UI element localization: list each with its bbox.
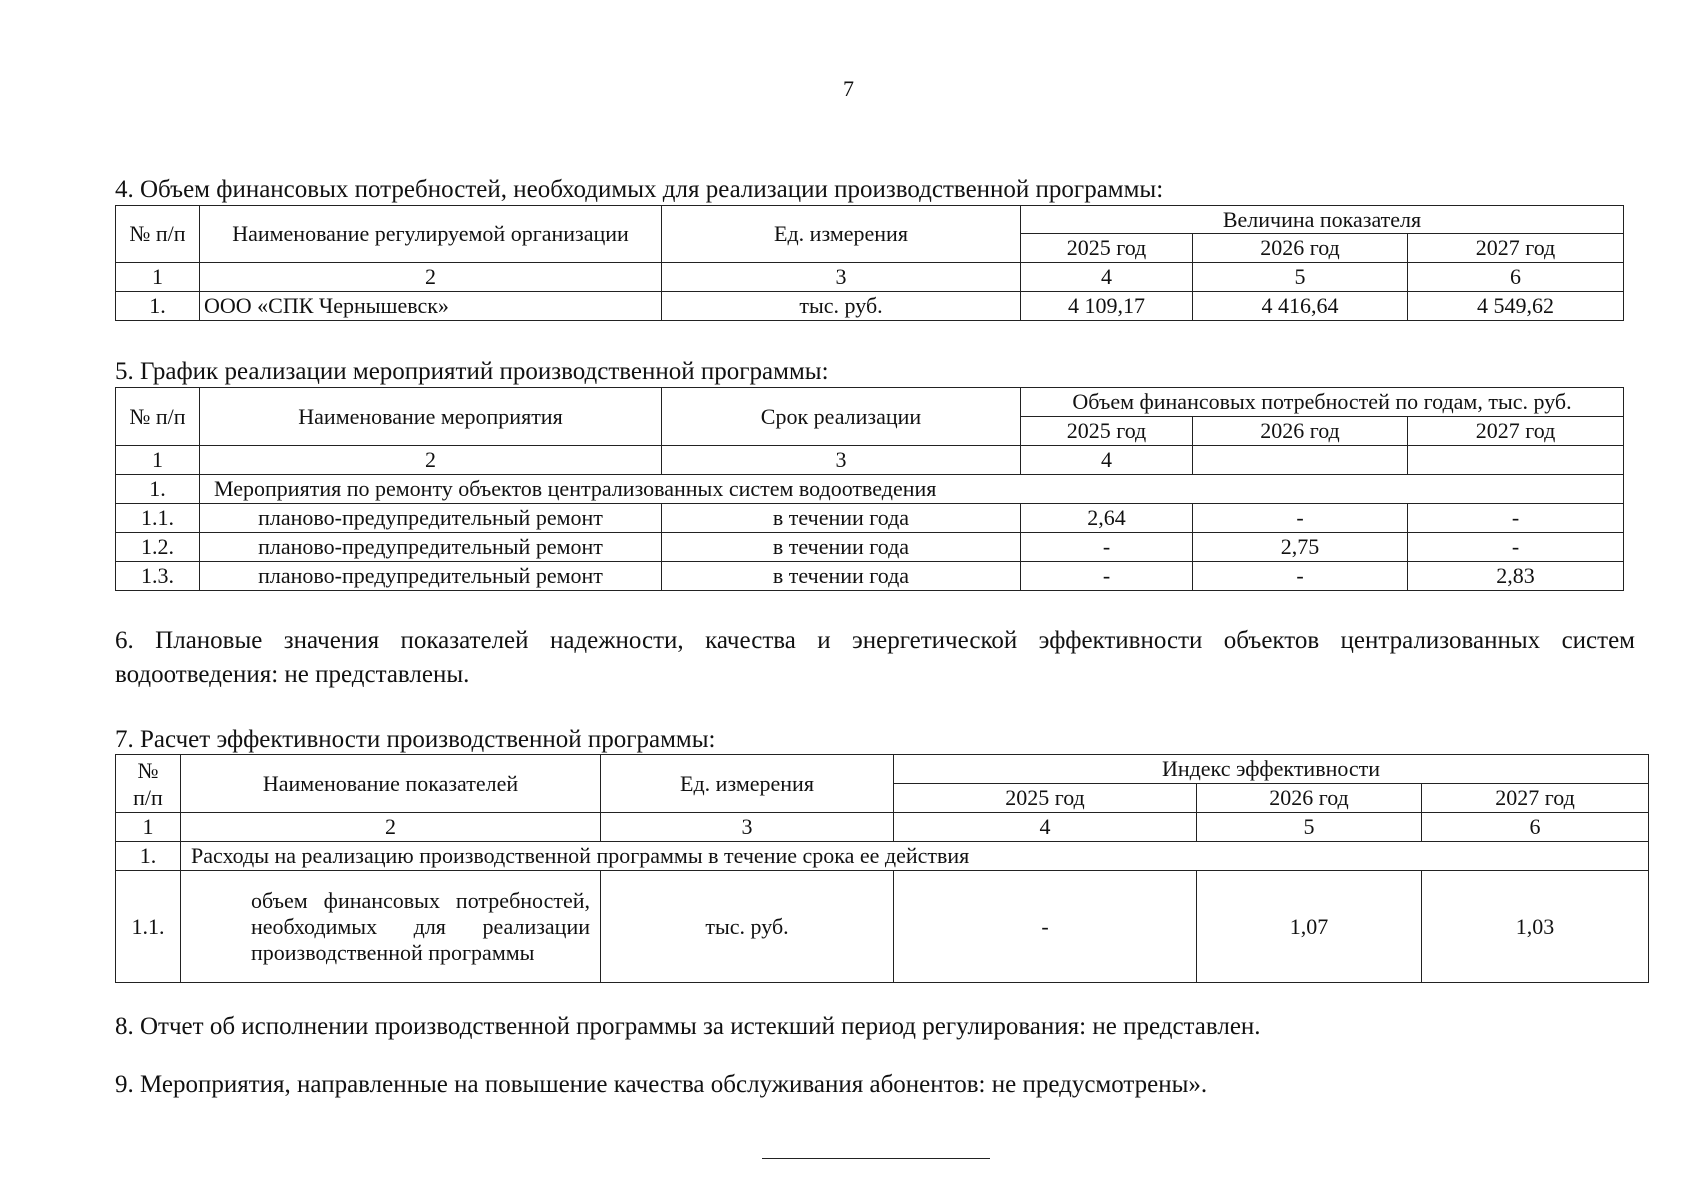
row-num: 1.1. [116, 504, 200, 533]
header-year-2026: 2026 год [1193, 417, 1408, 446]
col-number: 4 [1021, 446, 1193, 475]
measure-name: планово-предупредительный ремонт [200, 562, 662, 591]
col-number: 2 [181, 813, 601, 842]
measure-name: планово-предупредительный ремонт [200, 504, 662, 533]
group-row [116, 842, 1649, 871]
table-row [116, 562, 1624, 591]
group-title: Расходы на реализацию производственной программы в течение срока ее действия [181, 842, 1649, 871]
header-year-2026: 2026 год [1197, 784, 1422, 813]
header-year-2026: 2026 год [1193, 234, 1408, 263]
section-8-text: 8. Отчет об исполнении производственной программы за истекший период регулирования: не представлен. [115, 1013, 1261, 1040]
section-5-heading: 5. График реализации мероприятий производственной программы: [115, 358, 829, 385]
value-2027: 4 549,62 [1408, 292, 1624, 321]
col-number: 1 [116, 446, 200, 475]
group-title: Мероприятия по ремонту объектов централизованных систем водоотведения [200, 475, 1624, 504]
col-number [1193, 446, 1408, 475]
financial-needs-table [115, 205, 1624, 321]
measure-name: планово-предупредительный ремонт [200, 533, 662, 562]
header-efficiency-index: Индекс эффективности [894, 755, 1649, 784]
value-2026: 4 416,64 [1193, 292, 1408, 321]
header-financial-volume: Объем финансовых потребностей по годам, тыс. руб. [1021, 388, 1624, 417]
group-num: 1. [116, 842, 181, 871]
closing-rule [762, 1158, 990, 1159]
header-year-2027: 2027 год [1408, 417, 1624, 446]
row-num: 1.3. [116, 562, 200, 591]
page-number: 7 [843, 76, 854, 101]
header-measure-name: Наименование мероприятия [200, 388, 662, 446]
col-number: 2 [200, 446, 662, 475]
value-2025: 2,64 [1021, 504, 1193, 533]
header-term: Срок реализации [662, 388, 1021, 446]
header-unit: Ед. измерения [662, 206, 1021, 263]
term: в течении года [662, 562, 1021, 591]
section-7-heading: 7. Расчет эффективности производственной программы: [115, 726, 716, 753]
header-num-line1: № [137, 757, 159, 783]
org-name: ООО «СПК Чернышевск» [200, 292, 662, 321]
header-year-2025: 2025 год [1021, 234, 1193, 263]
table-row [116, 533, 1624, 562]
value-2026: 2,75 [1193, 533, 1408, 562]
header-year-2027: 2027 год [1422, 784, 1649, 813]
section-9-text: 9. Мероприятия, направленные на повышение качества обслуживания абонентов: не предусмотрены». [115, 1071, 1208, 1098]
value-2026: 1,07 [1197, 871, 1422, 983]
value-2027: - [1408, 533, 1624, 562]
value-2027: 2,83 [1408, 562, 1624, 591]
header-num-line2: п/п [133, 784, 163, 810]
col-number: 1 [116, 813, 181, 842]
col-number: 4 [894, 813, 1197, 842]
header-org-name: Наименование регулируемой организации [200, 206, 662, 263]
row-num: 1.2. [116, 533, 200, 562]
col-number: 4 [1021, 263, 1193, 292]
header-indicator-value: Величина показателя [1021, 206, 1624, 234]
group-row [116, 475, 1624, 504]
table-row [116, 871, 1649, 983]
value-2026: - [1193, 504, 1408, 533]
section-6-text: 6. Плановые значения показателей надежности, качества и энергетической эффективности объектов централизованных систем водоотведения: не представлены. [115, 627, 1635, 688]
column-number-row [116, 446, 1624, 475]
value-2025: - [894, 871, 1197, 983]
section-4-heading: 4. Объем финансовых потребностей, необходимых для реализации производственной программы: [115, 176, 1164, 203]
column-number-row [116, 263, 1624, 292]
table-row [116, 292, 1624, 321]
header-unit: Ед. измерения [601, 755, 894, 813]
value-2025: - [1021, 533, 1193, 562]
indicator-name: объем финансовых потребностей, необходимых для реализации производственной программы [181, 871, 601, 983]
value-2027: - [1408, 504, 1624, 533]
group-num: 1. [116, 475, 200, 504]
header-year-2027: 2027 год [1408, 234, 1624, 263]
unit: тыс. руб. [662, 292, 1021, 321]
value-2025: 4 109,17 [1021, 292, 1193, 321]
header-num [116, 755, 181, 813]
term: в течении года [662, 533, 1021, 562]
term: в течении года [662, 504, 1021, 533]
schedule-table [115, 387, 1624, 591]
column-number-row [116, 813, 1649, 842]
header-year-2025: 2025 год [1021, 417, 1193, 446]
row-num: 1. [116, 292, 200, 321]
header-indicator-name: Наименование показателей [181, 755, 601, 813]
col-number: 3 [662, 263, 1021, 292]
table-row [116, 504, 1624, 533]
col-number: 3 [662, 446, 1021, 475]
col-number: 6 [1408, 263, 1624, 292]
header-year-2025: 2025 год [894, 784, 1197, 813]
header-num: № п/п [116, 388, 200, 446]
value-2027: 1,03 [1422, 871, 1649, 983]
unit: тыс. руб. [601, 871, 894, 983]
col-number [1408, 446, 1624, 475]
header-num: № п/п [116, 206, 200, 263]
efficiency-table [115, 754, 1649, 983]
col-number: 1 [116, 263, 200, 292]
col-number: 6 [1422, 813, 1649, 842]
col-number: 5 [1193, 263, 1408, 292]
col-number: 5 [1197, 813, 1422, 842]
value-2026: - [1193, 562, 1408, 591]
col-number: 3 [601, 813, 894, 842]
value-2025: - [1021, 562, 1193, 591]
col-number: 2 [200, 263, 662, 292]
row-num: 1.1. [116, 871, 181, 983]
